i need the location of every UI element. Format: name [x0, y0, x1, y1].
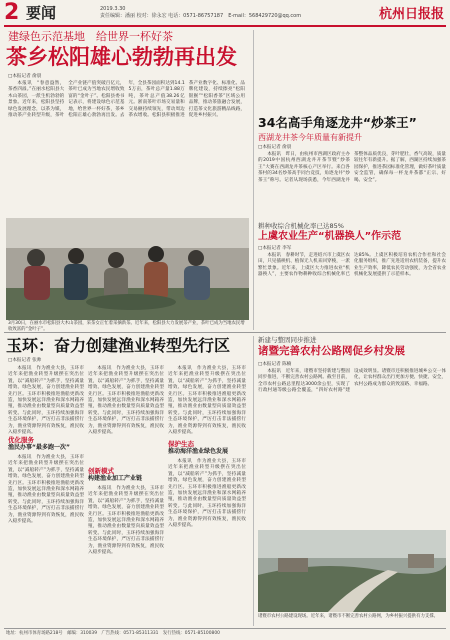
road-photo [258, 530, 446, 612]
article3-byline: □本报记者 李军 [258, 246, 292, 251]
editor-info: 责任编辑：潘丽 校对：徐永宏 电话：0571-86757187 [100, 13, 224, 19]
article4-byline: □本报记者 张帅 [8, 358, 42, 363]
article4-sub1b: 渔民办事“最多跑一次” [8, 444, 70, 451]
footer-rule [4, 628, 446, 629]
article4-sub1: 优化服务 [8, 436, 34, 444]
editor-email: E-mail：568429720@qq.com [228, 13, 302, 19]
article5-kicker: 新建与整固同步推进 [258, 336, 317, 344]
article1-kicker: 建绿色示范基地 给世界一杯好茶 [8, 30, 173, 43]
tea-harvest-illustration [6, 218, 249, 320]
tea-harvest-photo [6, 218, 249, 320]
article5-title: 诸暨完善农村公路网促乡村发展 [258, 345, 405, 357]
page-meta [100, 6, 301, 20]
article1-body: 本报讯 “春意盎然，茶香四溢。”在丽水松阳县大木山茶园，一派生机勃勃的景象。近年来，松阳县坚持绿色发展理念，以茶为媒，推动茶产业转型升级，茶叶全产业链产值突破百亿元，茶叶已成为当地农民增收致富的“金叶子”。松阳县委书记表示，将建设绿色示范基地，给世界一杯好茶，茶乡松阳正雄心勃勃再出发。去年，全县茶园面积达到14.15万亩，茶叶总产量1.88万吨，茶叶总产值38.26亿元。浙南茶叶市场交易量和交易额持续领先，带动周边茶农增收。松阳县积极推进茶产业数字化、标准化、品牌化建设，持续擦亮“松阳银猴”“松阳香茶”区域公用品牌，推动茶旅融合发展，打造茶文化旅游精品线路，促进乡村振兴。 [8, 81, 245, 119]
article4-body-col2: 本报讯 作为渔业大县，玉环市近年来把渔业转型升级摆在突出位置，以“减船转产”为抓手，坚持减量增效、绿色发展，奋力创建渔业转型先行区。玉环市积极推进渔船更新改造，加快发展远洋渔业和深水网箱养殖，推动渔业由数量型向质量效益型转变。与此同时，玉环持续加强海洋生态环境保护，严厉打击非法捕捞行为，渔业资源得到有效恢复，渔民收入稳步提高。 [88, 366, 164, 436]
article5-body: 本报讯 近年来，诸暨市坚持新建与整固同步推进，不断完善农村公路网。截至目前，全市农村公路总里程达3000余公里，实现了行政村通等级公路全覆盖，“四好农村路”建设成效明显。诸暨市还积极推进城乡公交一体化，让农村群众出行更加方便、快捷、安全，农村公路成为群众的致富路、幸福路。 [258, 369, 446, 394]
section-name: 要闻 [26, 4, 57, 22]
road-illustration [258, 530, 446, 612]
article3-kicker: 耕种收综合机械化率已达85% [258, 222, 344, 230]
issue-date: 2019.3.30 [100, 6, 126, 12]
article4-sub3: 保护生态 [168, 440, 194, 448]
article2-title: 34名高手角逐龙井“炒茶王” [258, 115, 417, 130]
article2-body: 本报讯 昨日，由杭州市西湖区政府主办的2019中国杭州西湖龙井开茶节暨“炒茶王”大赛在西湖龙井茶核心产区举行。来自各茶村的34名炒茶高手同台竞技，角逐龙井“炒茶王”称号。记者从现场获悉，今年西湖龙井茶整体品质优良，芽叶肥壮，香气高锐，质量较往年有新提升。据了解，西湖区持续加强茶园保护，推进茶园标准化管理，做好茶叶质量安全监管，确保每一杯龙井茶都“正宗、好喝、安全”。 [258, 152, 446, 183]
newspaper-logo: 杭州日报报 [378, 7, 444, 22]
article4-body-col1: 本报讯 作为渔业大县，玉环市近年来把渔业转型升级摆在突出位置，以“减船转产”为抓手，坚持减量增效、绿色发展，奋力创建渔业转型先行区。玉环市积极推进渔船更新改造，加快发展远洋渔业和深水网箱养殖，推动渔业由数量型向质量效益型转变。与此同时，玉环持续加强海洋生态环境保护，严厉打击非法捕捞行为，渔业资源得到有效恢复，渔民收入稳步提高。 [8, 366, 84, 436]
photo2-caption: 诸暨市农村公路建设现场。近年来，诸暨市不断完善农村公路网，为乡村振兴提供有力支撑。 [258, 614, 439, 619]
article4-body-col2b: 本报讯 作为渔业大县，玉环市近年来把渔业转型升级摆在突出位置，以“减船转产”为抓手，坚持减量增效、绿色发展，奋力创建渔业转型先行区。玉环市积极推进渔船更新改造，加快发展远洋渔业和深水网箱养殖，推动渔业由数量型向质量效益型转变。与此同时，玉环持续加强海洋生态环境保护，严厉打击非法捕捞行为，渔业资源得到有效恢复，渔民收入稳步提高。 [88, 486, 164, 556]
article3-title: 上虞农业生产“机器换人”作示范 [258, 231, 402, 242]
page-number: 2 [4, 0, 20, 25]
article3-body: 本报讯 春耕时节，走进绍兴市上虞区农田，只见插秧机、植保无人机来回穿梭，一派繁忙景象。近年来，上虞区大力推进农业“机器换人”，主要农作物耕种收综合机械化率已达85%。上虞区积极培育农机合作社和社会化服务组织，推广先进适用农机装备，提升农业生产效率，降低农民劳动强度，为全省农业机械化发展提供了示范样本。 [258, 253, 446, 278]
header-rule [4, 25, 446, 27]
photo1-caption: 3月30日，在丽水市松阳县大木山茶园，采茶女正忙着采摘新茶。近年来，松阳县大力发展茶产业，茶叶已成为当地农民增收致富的“金叶子”。 [8, 321, 245, 332]
article4-title: 玉环：奋力创建渔业转型先行区 [6, 336, 231, 355]
article4-body-col3: 本报讯 作为渔业大县，玉环市近年来把渔业转型升级摆在突出位置，以“减船转产”为抓手，坚持减量增效、绿色发展，奋力创建渔业转型先行区。玉环市积极推进渔船更新改造，加快发展远洋渔业和深水网箱养殖，推动渔业由数量型向质量效益型转变。与此同时，玉环持续加强海洋生态环境保护，严厉打击非法捕捞行为，渔业资源得到有效恢复，渔民收入稳步提高。 [168, 366, 246, 436]
column-divider [253, 30, 254, 330]
article1-byline: □本报记者 俞晨 [8, 74, 42, 79]
article2-subtitle: 西湖龙井茶今年质量有新提升 [258, 133, 362, 142]
article1-title: 茶乡松阳雄心勃勃再出发 [6, 45, 237, 69]
article4-body-col3b: 本报讯 作为渔业大县，玉环市近年来把渔业转型升级摆在突出位置，以“减船转产”为抓手，坚持减量增效、绿色发展，奋力创建渔业转型先行区。玉环市积极推进渔船更新改造，加快发展远洋渔业和深水网箱养殖，推动渔业由数量型向质量效益型转变。与此同时，玉环持续加强海洋生态环境保护，严厉打击非法捕捞行为，渔业资源得到有效恢复，渔民收入稳步提高。 [168, 459, 246, 529]
section-rule [4, 332, 446, 333]
article4-sub2b: 构建渔业加工产业链 [88, 475, 143, 482]
article4-sub2: 创新模式 [88, 467, 114, 475]
article4-body-col1b: 本报讯 作为渔业大县，玉环市近年来把渔业转型升级摆在突出位置，以“减船转产”为抓手，坚持减量增效、绿色发展，奋力创建渔业转型先行区。玉环市积极推进渔船更新改造，加快发展远洋渔业和深水网箱养殖，推动渔业由数量型向质量效益型转变。与此同时，玉环持续加强海洋生态环境保护，严厉打击非法捕捞行为，渔业资源得到有效恢复，渔民收入稳步提高。 [8, 455, 84, 525]
article5-byline: □本报记者 陈楠 [258, 362, 292, 367]
footer-info: 地址：杭州市体育场路218号 邮编：310039 广告热线：0571-85311331 发行热线：0571-85100800 [6, 631, 220, 636]
article2-byline: □本报记者 俞晨 [258, 145, 292, 150]
column-divider-lower [253, 336, 254, 626]
article4-sub3b: 推动海洋渔业绿色发展 [168, 448, 229, 455]
